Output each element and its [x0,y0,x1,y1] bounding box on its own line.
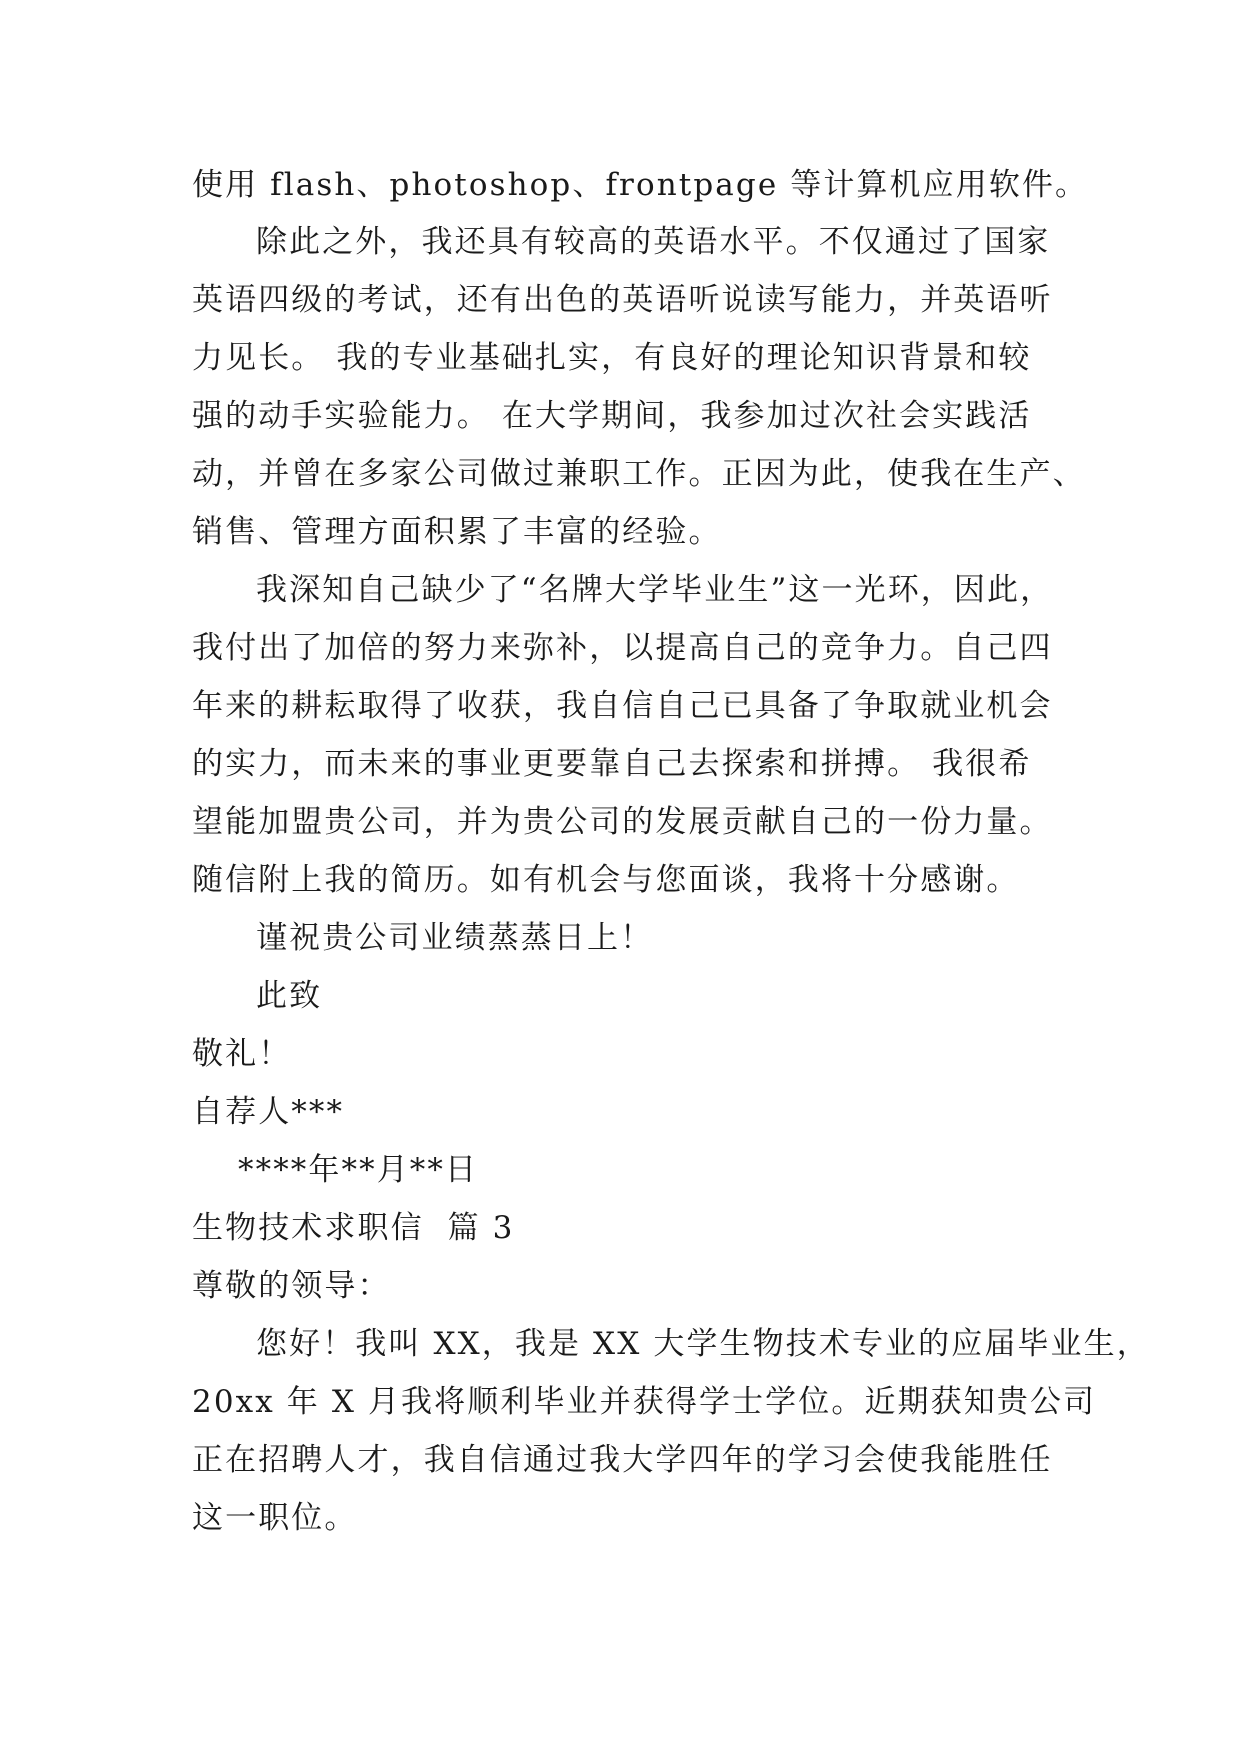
section-title: 生物技术求职信 篇 3 [192,1210,515,1246]
text-line: 随信附上我的简历。如有机会与您面谈，我将十分感谢。 [192,862,1020,898]
text-line: 动，并曾在多家公司做过兼职工作。正因为此，使我在生产、 [192,456,1086,492]
closing-salutation: 此致 [256,978,323,1014]
text-line: 年来的耕耘取得了收获，我自信自己已具备了争取就业机会 [192,688,1053,724]
paragraph-start-line: 您好！我叫 XX，我是 XX 大学生物技术专业的应届毕业生， [256,1326,1150,1362]
closing-respect: 敬礼！ [192,1036,292,1072]
text-line: 我付出了加倍的努力来弥补，以提高自己的竞争力。自己四 [192,630,1053,666]
text-line: 的实力，而未来的事业更要靠自己去探索和拼搏。 我很希 [192,746,1032,782]
paragraph-start-line: 我深知自己缺少了“名牌大学毕业生”这一光环，因此， [256,572,1054,608]
closing-wish: 谨祝贵公司业绩蒸蒸日上！ [256,920,654,956]
letter-greeting: 尊敬的领导： [192,1268,391,1304]
text-line: 望能加盟贵公司，并为贵公司的发展贡献自己的一份力量。 [192,804,1053,840]
paragraph-start-line: 除此之外，我还具有较高的英语水平。不仅通过了国家 [256,224,1051,260]
text-line: 销售、管理方面积累了丰富的经验。 [192,514,722,550]
text-line: 正在招聘人才，我自信通过我大学四年的学习会使我能胜任 [192,1442,1053,1478]
text-line: 英语四级的考试，还有出色的英语听说读写能力，并英语听 [192,282,1053,318]
text-line: 使用 flash、photoshop、frontpage 等计算机应用软件。 [192,167,1089,203]
text-line: 强的动手实验能力。 在大学期间，我参加过次社会实践活 [192,398,1032,434]
text-line: 力见长。 我的专业基础扎实，有良好的理论知识背景和较 [192,340,1032,376]
text-line: 20xx 年 X 月我将顺利毕业并获得学士学位。近期获知贵公司 [192,1384,1097,1420]
signature-name: 自荐人*** [192,1094,345,1130]
text-line: 这一职位。 [192,1500,358,1536]
signature-date: ****年**月**日 [238,1152,479,1188]
